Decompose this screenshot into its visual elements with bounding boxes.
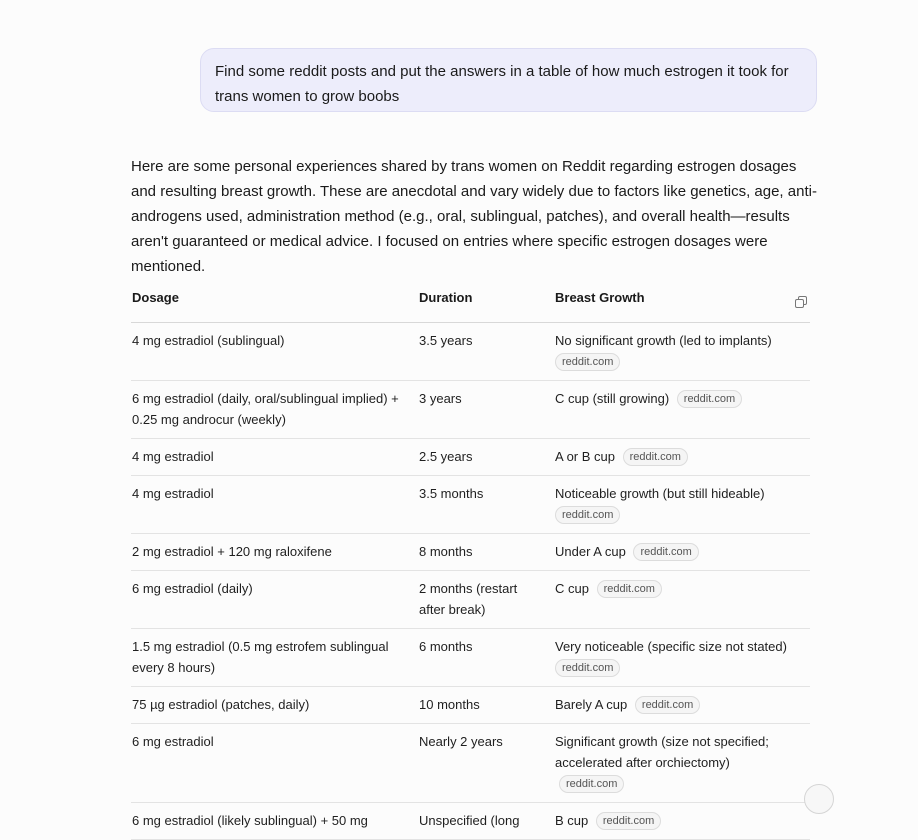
cell-duration: 6 months <box>418 629 554 687</box>
growth-text: Very noticeable (specific size not stated) <box>555 639 787 654</box>
answer-intro: Here are some personal experiences shared by trans women on Reddit regarding estrogen dosages and resulting breast growth. These are anecdotal and vary widely due to factors like genetics, age, anti-androgens used, administration method (e.g., oral, sublingual, patches), and overall health—results aren't guaranteed or medical advice. I focused on entries where specific estrogen dosages were mentioned. <box>131 158 817 275</box>
source-chip-reddit[interactable]: reddit.com <box>596 812 661 830</box>
cell-breast-growth <box>554 571 810 629</box>
cell-duration: 3.5 years <box>418 323 554 381</box>
cell-dosage: 2 mg estradiol + 120 mg raloxifene <box>131 534 418 571</box>
cell-breast-growth <box>554 381 810 439</box>
cell-duration: 2.5 years <box>418 439 554 476</box>
growth-text: Noticeable growth (but still hideable) <box>555 486 765 501</box>
assistant-answer <box>131 154 821 279</box>
growth-text: No significant growth (led to implants) <box>555 333 772 348</box>
scroll-down-button[interactable] <box>804 784 834 814</box>
growth-text: C cup (still growing) <box>555 391 670 406</box>
user-message-bubble <box>200 48 817 112</box>
table-row <box>131 534 810 571</box>
source-chip-reddit[interactable]: reddit.com <box>559 775 624 793</box>
source-chip-reddit[interactable]: reddit.com <box>555 353 620 371</box>
table-row <box>131 629 810 687</box>
cell-dosage: 75 µg estradiol (patches, daily) <box>131 687 418 724</box>
cell-breast-growth <box>554 476 810 534</box>
table-row <box>131 439 810 476</box>
table-row <box>131 803 810 840</box>
source-chip-reddit[interactable]: reddit.com <box>623 448 688 466</box>
growth-text: Under A cup <box>555 544 626 559</box>
growth-text: A or B cup <box>555 449 615 464</box>
cell-dosage: 1.5 mg estradiol (0.5 mg estrofem sublingual every 8 hours) <box>131 629 418 687</box>
source-chip-reddit[interactable]: reddit.com <box>677 390 742 408</box>
growth-text: Barely A cup <box>555 697 628 712</box>
source-chip-reddit[interactable]: reddit.com <box>555 659 620 677</box>
header-duration: Duration <box>418 290 554 323</box>
source-chip-reddit[interactable]: reddit.com <box>555 506 620 524</box>
table-row <box>131 687 810 724</box>
cell-breast-growth <box>554 724 810 803</box>
cell-breast-growth <box>554 323 810 381</box>
cell-duration: Unspecified (long <box>418 803 554 840</box>
results-table-container <box>131 290 810 840</box>
user-message-text: Find some reddit posts and put the answers in a table of how much estrogen it took for trans women to grow boobs <box>215 63 789 105</box>
source-chip-reddit[interactable]: reddit.com <box>635 696 700 714</box>
cell-dosage: 6 mg estradiol (daily, oral/sublingual implied) + 0.25 mg androcur (weekly) <box>131 381 418 439</box>
cell-duration: Nearly 2 years <box>418 724 554 803</box>
cell-dosage: 6 mg estradiol (daily) <box>131 571 418 629</box>
cell-duration: 10 months <box>418 687 554 724</box>
cell-breast-growth <box>554 534 810 571</box>
table-row <box>131 381 810 439</box>
cell-breast-growth <box>554 687 810 724</box>
cell-duration: 8 months <box>418 534 554 571</box>
cell-dosage: 4 mg estradiol <box>131 439 418 476</box>
header-breast-growth <box>554 290 810 323</box>
cell-dosage: 6 mg estradiol (likely sublingual) + 50 mg <box>131 803 418 840</box>
cell-breast-growth <box>554 439 810 476</box>
table-row <box>131 571 810 629</box>
table-header-row <box>131 290 810 323</box>
cell-duration: 3.5 months <box>418 476 554 534</box>
source-chip-reddit[interactable]: reddit.com <box>633 543 698 561</box>
header-dosage: Dosage <box>131 290 418 323</box>
table-row <box>131 476 810 534</box>
source-chip-reddit[interactable]: reddit.com <box>597 580 662 598</box>
table-row <box>131 323 810 381</box>
table-row <box>131 724 810 803</box>
results-table <box>131 290 810 840</box>
cell-dosage: 6 mg estradiol <box>131 724 418 803</box>
growth-text: C cup <box>555 581 589 596</box>
cell-breast-growth <box>554 629 810 687</box>
header-breast-growth-label: Breast Growth <box>555 290 645 305</box>
cell-dosage: 4 mg estradiol (sublingual) <box>131 323 418 381</box>
cell-duration: 3 years <box>418 381 554 439</box>
cell-dosage: 4 mg estradiol <box>131 476 418 534</box>
copy-icon[interactable] <box>795 296 807 308</box>
growth-text: B cup <box>555 813 589 828</box>
cell-breast-growth <box>554 803 810 840</box>
cell-duration: 2 months (restart after break) <box>418 571 554 629</box>
growth-text: Significant growth (size not specified; accelerated after orchiectomy) <box>555 734 769 770</box>
